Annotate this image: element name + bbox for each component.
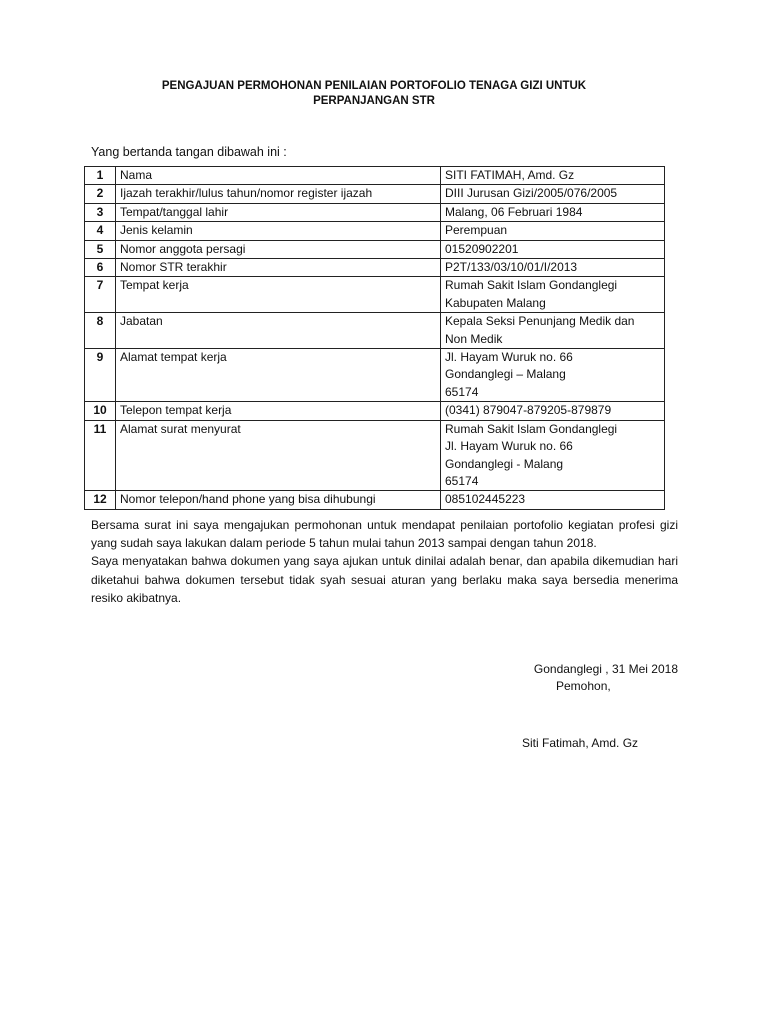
row-number: 11 bbox=[85, 420, 116, 491]
row-label: Jenis kelamin bbox=[116, 222, 441, 240]
row-number: 3 bbox=[85, 203, 116, 221]
statement-paragraph-1: Bersama surat ini saya mengajukan permohonan untuk mendapat penilaian portofolio kegiatan profesi gizi yang sudah saya lakukan dalam periode 5 tahun mulai tahun 2013 sampai dengan tahun 2018. bbox=[91, 518, 678, 551]
applicant-info-table-body bbox=[85, 167, 665, 510]
row-number: 1 bbox=[85, 167, 116, 185]
title-line-1: PENGAJUAN PERMOHONAN PENILAIAN PORTOFOLIO TENAGA GIZI UNTUK bbox=[161, 80, 587, 92]
signature-role: Pemohon, bbox=[556, 679, 611, 693]
table-row bbox=[85, 240, 665, 258]
table-row bbox=[85, 313, 665, 349]
table-row bbox=[85, 259, 665, 277]
row-value-line: DIII Jurusan Gizi/2005/076/2005 bbox=[445, 186, 618, 201]
row-value-line: 01520902201 bbox=[445, 241, 519, 256]
row-value-line: (0341) 879047-879205-879879 bbox=[445, 403, 612, 418]
row-value-line: 65174 bbox=[445, 384, 479, 399]
row-value-line: SITI FATIMAH, Amd. Gz bbox=[445, 168, 575, 182]
row-value-line: Non Medik bbox=[445, 331, 503, 346]
row-label: Tempat kerja bbox=[116, 277, 441, 313]
row-number: 10 bbox=[85, 402, 116, 420]
row-label: Alamat surat menyurat bbox=[116, 420, 441, 491]
row-number: 12 bbox=[85, 491, 116, 509]
row-number: 5 bbox=[85, 240, 116, 258]
title-line-2: PERPANJANGAN STR bbox=[313, 95, 435, 107]
row-value bbox=[441, 420, 665, 491]
row-number: 8 bbox=[85, 313, 116, 349]
row-value-line: Jl. Hayam Wuruk no. 66 bbox=[445, 350, 573, 365]
row-value bbox=[441, 222, 665, 240]
row-value-line: Kabupaten Malang bbox=[445, 295, 546, 310]
row-label: Nomor STR terakhir bbox=[116, 259, 441, 277]
row-label: Alamat tempat kerja bbox=[116, 349, 441, 402]
row-value bbox=[441, 491, 665, 509]
statement-paragraph-2: Saya menyatakan bahwa dokumen yang saya ajukan untuk dinilai adalah benar, dan apabila dikemudian hari diketahui bahwa dokumen tersebut tidak syah sesuai aturan yang berlaku maka saya bersedia menerima resiko akibatnya. bbox=[91, 554, 678, 605]
row-value bbox=[441, 259, 665, 277]
document-title bbox=[84, 79, 664, 109]
row-value bbox=[441, 185, 665, 203]
row-value-line: Kepala Seksi Penunjang Medik dan bbox=[445, 314, 635, 329]
row-label: Nama bbox=[116, 167, 441, 185]
row-number: 7 bbox=[85, 277, 116, 313]
row-value-line: Perempuan bbox=[445, 223, 508, 238]
table-row bbox=[85, 203, 665, 221]
row-number: 9 bbox=[85, 349, 116, 402]
row-value bbox=[441, 203, 665, 221]
signature-name: Siti Fatimah, Amd. Gz bbox=[522, 736, 639, 750]
row-value bbox=[441, 240, 665, 258]
row-label: Ijazah terakhir/lulus tahun/nomor register ijazah bbox=[116, 185, 441, 203]
row-label: Tempat/tanggal lahir bbox=[116, 203, 441, 221]
table-row bbox=[85, 420, 665, 491]
row-number: 2 bbox=[85, 185, 116, 203]
row-label: Jabatan bbox=[116, 313, 441, 349]
row-value bbox=[441, 167, 665, 185]
row-value-line: Rumah Sakit Islam Gondanglegi bbox=[445, 421, 618, 436]
table-row bbox=[85, 222, 665, 240]
intro-text: Yang bertanda tangan dibawah ini : bbox=[91, 145, 287, 159]
statement-body bbox=[91, 516, 678, 607]
row-value-line: 65174 bbox=[445, 473, 479, 488]
row-label: Nomor anggota persagi bbox=[116, 240, 441, 258]
row-value-line: Malang, 06 Februari 1984 bbox=[445, 204, 583, 219]
row-value-line: Jl. Hayam Wuruk no. 66 bbox=[445, 439, 573, 454]
table-row bbox=[85, 402, 665, 420]
table-row bbox=[85, 185, 665, 203]
table-row bbox=[85, 277, 665, 313]
row-value-line: P2T/133/03/10/01/I/2013 bbox=[445, 260, 578, 275]
row-value-line: Gondanglegi – Malang bbox=[445, 367, 566, 382]
row-label: Nomor telepon/hand phone yang bisa dihubungi bbox=[116, 491, 441, 509]
row-value-line: 085102445223 bbox=[445, 492, 526, 507]
row-value bbox=[441, 349, 665, 402]
row-value bbox=[441, 277, 665, 313]
row-number: 6 bbox=[85, 259, 116, 277]
table-row bbox=[85, 349, 665, 402]
row-value-line: Rumah Sakit Islam Gondanglegi bbox=[445, 278, 618, 293]
table-row bbox=[85, 167, 665, 185]
row-label: Telepon tempat kerja bbox=[116, 402, 441, 420]
row-value bbox=[441, 313, 665, 349]
row-value-line: Gondanglegi - Malang bbox=[445, 456, 564, 471]
applicant-info-table bbox=[84, 166, 665, 510]
row-number: 4 bbox=[85, 222, 116, 240]
row-value bbox=[441, 402, 665, 420]
table-row bbox=[85, 491, 665, 509]
signature-place-date: Gondanglegi , 31 Mei 2018 bbox=[533, 662, 678, 676]
